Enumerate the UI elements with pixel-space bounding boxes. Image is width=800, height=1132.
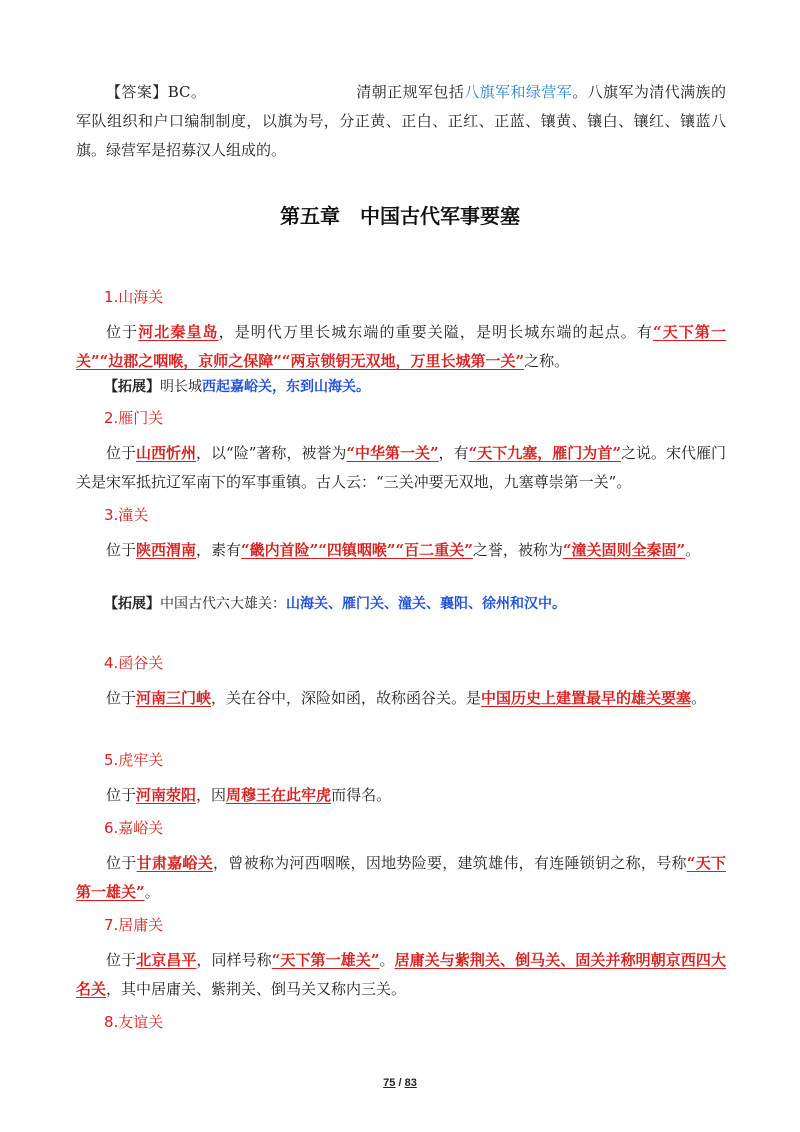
total-pages: 83 [404, 1077, 417, 1089]
section-body: 位于河南荥阳，因周穆王在此牢虎而得名。 [106, 786, 392, 804]
section-body: 位于北京昌平，同样号称“天下第一雄关”。居庸关与紫荆关、倒马关、固关并称明朝京西四大名关，其中居庸关、紫荆关、倒马关又称内三关。 [76, 951, 726, 998]
extension-note: 【拓展】明长城西起嘉峪关，东到山海关。 [104, 379, 370, 395]
section-body: 位于河南三门峡，关在谷中，深险如函，故称函谷关。是中国历史上建置最早的雄关要塞。 [106, 689, 707, 707]
answer-paragraph: 【答案】BC。 清朝正规军包括八旗军和绿营军。八旗军为清代满族的军队组织和户口编制制度，以旗为号，分正黄、正白、正红、正蓝、镶黄、镶白、镶红、镶蓝八旗。绿营军是招募汉人组成的。 [76, 83, 726, 159]
section-heading: 5.虎牢关 [104, 751, 164, 769]
section-heading: 8.友谊关 [104, 1013, 164, 1031]
section-heading: 7.居庸关 [104, 916, 164, 934]
chapter-title: 第五章 中国古代军事要塞 [280, 204, 520, 228]
section-heading: 3.潼关 [104, 506, 149, 524]
answer-label: 【答案】 [106, 83, 168, 101]
section-body: 位于陕西渭南，素有“畿内首险”“四镇咽喉”“百二重关”之誉，被称为“潼关固则全秦固”。 [106, 541, 701, 559]
section-body: 位于甘肃嘉峪关，曾被称为河西咽喉，因地势险要，建筑雄伟，有连陲锁钥之称，号称“天下第一雄关”。 [76, 854, 726, 901]
page-number: 75 / 83 [383, 1077, 417, 1089]
section-heading: 2.雁门关 [104, 409, 164, 427]
section-heading: 1.山海关 [104, 288, 164, 306]
section-heading: 4.函谷关 [104, 654, 164, 672]
section-body: 位于河北秦皇岛，是明代万里长城东端的重要关隘，是明长城东端的起点。有“天下第一关”“边郡之咽喉，京师之保障”“两京锁钥无双地，万里长城第一关”之称。 [76, 323, 726, 370]
answer-value: BC。 [167, 83, 207, 101]
section-heading: 6.嘉峪关 [104, 819, 164, 837]
extension-note: 【拓展】中国古代六大雄关：山海关、雁门关、潼关、襄阳、徐州和汉中。 [104, 596, 566, 612]
answer-highlight: 八旗军和绿营军 [464, 83, 573, 101]
current-page: 75 [383, 1077, 396, 1089]
section-body: 位于山西忻州，以“险”著称，被誉为“中华第一关”，有“天下九塞，雁门为首”之说。宋代雁门关是宋军抵抗辽军南下的军事重镇。古人云：“三关冲要无双地，九塞尊崇第一关”。 [76, 444, 726, 491]
